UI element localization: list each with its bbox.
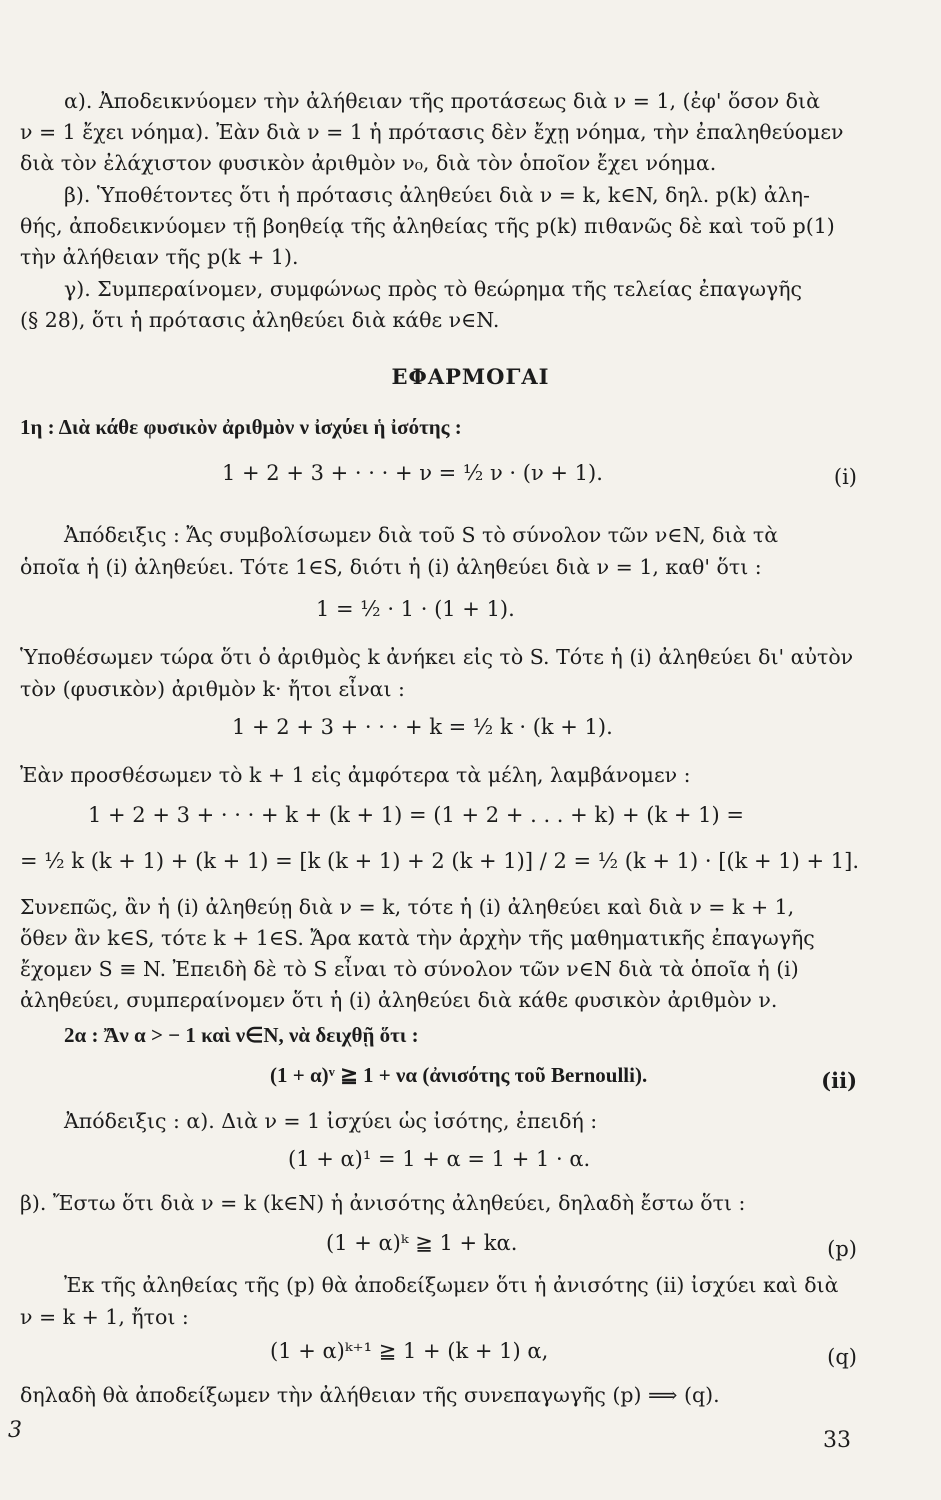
text-line: β). Ἔστω ὅτι διὰ ν = k (k∈N) ἡ ἀνισότης ἀληθεύει, δηλαδὴ ἔστω ὅτι : [20,1191,746,1215]
proposition-2-heading: 2α : Ἄν α > − 1 καὶ ν∈N, νὰ δειχθῇ ὅτι : [64,1023,419,1047]
section-heading: ΕΦΑΡΜΟΓΑΙ [391,364,550,389]
text-line: Συνεπῶς, ἂν ἡ (i) ἀληθεύῃ διὰ ν = k, τότε ἡ (i) ἀληθεύει καὶ διὰ ν = k + 1, [20,895,795,919]
equation-tag-p: (p) [827,1237,857,1261]
equation-base-case-2: (1 + α)¹ = 1 + α = 1 + 1 · α. [288,1147,591,1171]
equation-sum-step: 1 + 2 + 3 + · · · + k + (k + 1) = (1 + 2 + . . . + k) + (k + 1) = [88,803,744,827]
left-margin-mark: 3 [8,1418,22,1443]
equation-base-case: 1 = ½ · 1 · (1 + 1). [316,597,515,621]
equation-q: (1 + α)ᵏ⁺¹ ≧ 1 + (k + 1) α, [270,1339,549,1363]
text-line: ἔχομεν S ≡ N. Ἐπειδὴ δὲ τὸ S εἶναι τὸ σύνολον τῶν ν∈N διὰ τὰ ὁποῖα ἡ (i) [20,957,799,981]
text-line: ν = k + 1, ἤτοι : [20,1305,189,1329]
equation-tag-ii: (ii) [821,1068,857,1093]
text-line: τὸν (φυσικὸν) ἀριθμὸν k· ἤτοι εἶναι : [20,677,405,701]
text-line: γ). Συμπεραίνομεν, συμφώνως πρὸς τὸ θεώρημα τῆς τελείας ἐπαγωγῆς [64,277,802,301]
text-line: δηλαδὴ θὰ ἀποδείξωμεν τὴν ἀλήθειαν τῆς συνεπαγωγῆς (p) ⟹ (q). [20,1383,720,1407]
page-number: 33 [823,1428,851,1453]
text-line: Ἐκ τῆς ἀληθείας τῆς (p) θὰ ἀποδείξωμεν ὅτι ἡ ἀνισότης (ii) ἰσχύει καὶ διὰ [64,1273,839,1297]
equation-i: 1 + 2 + 3 + · · · + ν = ½ ν · (ν + 1). [222,461,603,485]
text-line: β). Ὑποθέτοντες ὅτι ἡ πρότασις ἀληθεύει διὰ ν = k, k∈N, δηλ. p(k) ἀλη- [64,183,810,207]
text-line: ὅθεν ἂν k∈S, τότε k + 1∈S. Ἄρα κατὰ τὴν ἀρχὴν τῆς μαθηματικῆς ἐπαγωγῆς [20,926,815,950]
text-line: Ἐὰν προσθέσωμεν τὸ k + 1 εἰς ἀμφότερα τὰ μέλη, λαμβάνομεν : [20,763,691,787]
equation-sum-result: = ½ k (k + 1) + (k + 1) = [k (k + 1) + 2 (k + 1)] / 2 = ½ (k + 1) · [(k + 1) + 1]. [20,849,860,873]
equation-ii-bernoulli: (1 + α)ᵛ ≧ 1 + να (ἀνισότης τοῦ Bernoulli). [270,1063,648,1087]
text-line: ὁποῖα ἡ (i) ἀληθεύει. Τότε 1∈S, διότι ἡ (i) ἀληθεύει διὰ ν = 1, καθ' ὅτι : [20,555,762,579]
text-line: (§ 28), ὅτι ἡ πρότασις ἀληθεύει διὰ κάθε ν∈N. [20,308,500,332]
text-line: διὰ τὸν ἐλάχιστον φυσικὸν ἀριθμὸν ν₀, διὰ τὸν ὁποῖον ἔχει νόημα. [20,151,717,175]
equation-hypothesis: 1 + 2 + 3 + · · · + k = ½ k · (k + 1). [232,715,613,739]
proposition-1-heading: 1η : Διὰ κάθε φυσικὸν ἀριθμὸν ν ἰσχύει ἡ ἰσότης : [20,415,462,439]
text-line: Ὑποθέσωμεν τώρα ὅτι ὁ ἀριθμὸς k ἀνήκει εἰς τὸ S. Τότε ἡ (i) ἀληθεύει δι' αὐτὸν [20,645,854,669]
text-line: τὴν ἀλήθειαν τῆς p(k + 1). [20,245,299,269]
equation-tag-i: (i) [833,465,857,489]
text-line: ν = 1 ἔχει νόημα). Ἐὰν διὰ ν = 1 ἡ πρότασις δὲν ἔχῃ νόημα, τὴν ἐπαληθεύομεν [20,120,844,144]
text-line: θής, ἀποδεικνύομεν τῇ βοηθείᾳ τῆς ἀληθείας τῆς p(k) πιθανῶς δὲ καὶ τοῦ p(1) [20,214,835,238]
equation-p: (1 + α)ᵏ ≧ 1 + kα. [326,1231,518,1255]
text-line: α). Ἀποδεικνύομεν τὴν ἀλήθειαν τῆς προτάσεως διὰ ν = 1, (ἐφ' ὅσον διὰ [64,89,820,113]
text-line: ἀληθεύει, συμπεραίνομεν ὅτι ἡ (i) ἀληθεύει διὰ κάθε φυσικὸν ἀριθμὸν ν. [20,988,778,1012]
text-line: Ἀπόδειξις : Ἄς συμβολίσωμεν διὰ τοῦ S τὸ σύνολον τῶν ν∈N, διὰ τὰ [64,523,779,547]
text-line: Ἀπόδειξις : α). Διὰ ν = 1 ἰσχύει ὡς ἰσότης, ἐπειδή : [64,1109,598,1133]
equation-tag-q: (q) [827,1345,857,1369]
